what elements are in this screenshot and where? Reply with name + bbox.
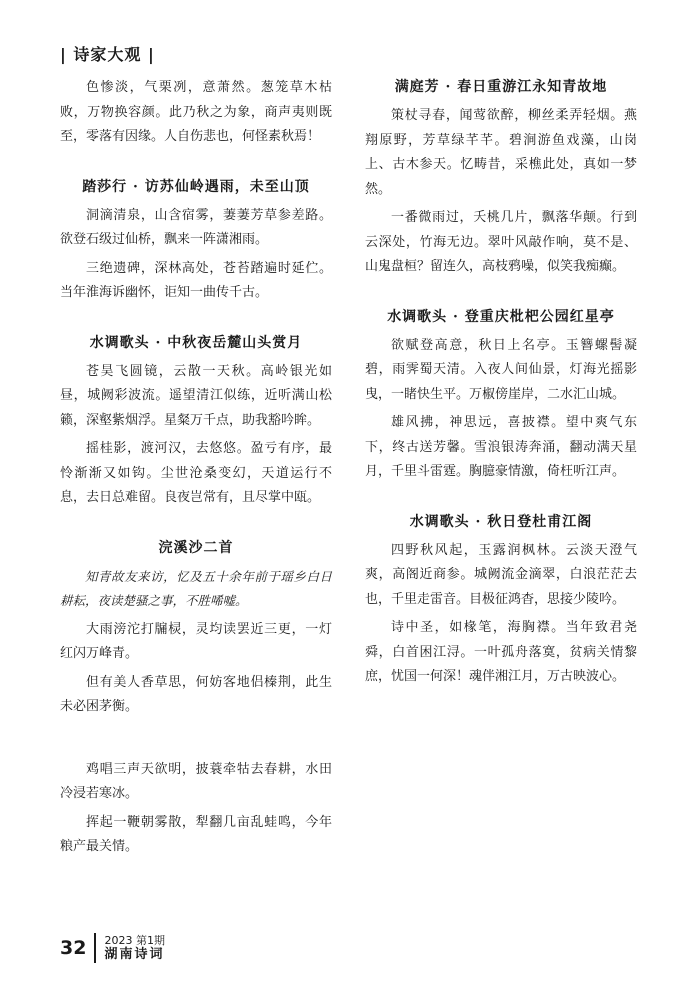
poem-title: 满庭芳 · 春日重游江永知青故地 <box>394 79 608 95</box>
poem-title: 水调歌头 · 登重庆枇杷公园红星亭 <box>387 308 615 325</box>
poem-paragraph: 策杖寻春，闻莺欲醉，柳丝柔弄轻烟。燕翔原野，芳草绿芊芊。碧涧游鱼戏藻，山岗上、古木参天。忆畴昔，采樵此处，真如一梦然。 <box>365 108 637 197</box>
poem-paragraph: 欲赋登高意，秋日上名亭。玉簪螺髻凝碧，雨霁蜀天清。入夜人间仙景，灯海光摇影曳，一睹快生平。万椒傍崖岸，二水汇山城。 <box>365 337 637 402</box>
poem-title: 水调歌头 · 中秋夜岳麓山头赏月 <box>89 334 303 351</box>
poem-shuidiao-chongqing <box>365 306 637 485</box>
left-column <box>60 76 332 886</box>
poem-paragraph: 四野秋风起，玉露润枫林。云淡天澄气爽，高阁近商参。城阙流金滴翠，白浪茫茫去也，千里走雷音。目极征鸿杳，思接少陵吟。 <box>365 542 637 607</box>
poem-title: 水调歌头 · 秋日登杜甫江阁 <box>409 513 593 530</box>
poem-shuidiao-zhongqiu <box>60 332 332 511</box>
poem-paragraph: 洞滴清泉，山含宿雾，萋萋芳草参差路。欲登石级过仙桥，飘来一阵潇湘雨。 <box>60 207 332 247</box>
poem-paragraph: 挥起一鞭朝雾散，犁翻几亩乱蛙鸣，今年粮产最关情。 <box>60 814 332 854</box>
poem-divider-space <box>60 724 332 758</box>
issue-label: 2023 第1期 <box>104 934 165 947</box>
poem-mantingfang <box>365 76 637 280</box>
poem-title: 踏莎行 · 访苏仙岭遇雨，未至山顶 <box>82 178 310 195</box>
poem-paragraph: 鸡唱三声天欲明，披蓑牵牯去春耕，水田冷浸若寒冰。 <box>60 761 332 801</box>
footer-info <box>104 934 165 962</box>
poem-paragraph: 但有美人香草思，何妨客地侣榛荆，此生未必困茅衡。 <box>60 674 332 714</box>
magazine-name: 湖南诗词 <box>104 947 165 962</box>
poem-paragraph: 一番微雨过，夭桃几片，飘落华颠。行到云深处，竹海无边。翠叶风敲作响，莫不是、山鬼盘桓？留连久，高枝鸦噪，似笑我痴癫。 <box>365 210 637 274</box>
right-column <box>365 76 637 716</box>
poem-paragraph: 大雨滂沱打牖棂，灵均读罢近三更，一灯红闪万峰青。 <box>60 621 332 661</box>
poem-preface: 知青故友来访，忆及五十余年前于瑶乡白日耕耘，夜读楚骚之事，不胜唏嘘。 <box>60 568 332 608</box>
poem-paragraph: 三绝遗碑，深林高处，苍苔踏遍时延伫。当年淮海诉幽怀，讵知一曲传千古。 <box>60 260 332 300</box>
section-header: | 诗家大观 | <box>60 45 155 64</box>
poem-paragraph: 诗中圣，如椽笔，海胸襟。当年致君尧舜，白首困江浔。一叶孤舟落寞，贫病关情黎庶，忧国一何深！魂伴湘江月，万古映波心。 <box>365 620 637 684</box>
poem-title: 浣溪沙二首 <box>158 539 234 556</box>
poem-tasuoxing <box>60 176 332 306</box>
poem-continuation <box>60 76 332 150</box>
poem-paragraph: 摇桂影，渡河汉，去悠悠。盈亏有序，最怜渐渐又如钩。尘世沧桑变幻，天道运行不息，去日总难留。良夜岂常有，且尽掌中瓯。 <box>60 441 332 505</box>
page-footer <box>60 930 165 966</box>
poem-paragraph: 苍昊飞圆镜，云散一天秋。高岭银光如昼，城阙彩波流。遥望清江似练，近听满山松籁，深壑紫烟浮。星粲万千点，助我豁吟眸。 <box>60 363 332 428</box>
poem-huanxisha <box>60 537 332 860</box>
poem-paragraph: 雄风拂，神思远，喜披襟。望中爽气东下，终古送芳馨。雪浪银涛奔涌，翻动满天星月，千里斗雷霆。胸臆豪情激，倚枉听江声。 <box>365 415 637 479</box>
footer-divider <box>94 933 96 963</box>
page-number: 32 <box>60 937 87 959</box>
poem-shuidiao-dufu <box>365 511 637 690</box>
poem-paragraph: 色惨淡，气栗冽，意萧然。葱笼草木枯败，万物换容颜。此乃秋之为象，商声夷则既至，零落有因缘。人自伤悲也，何怪素秋焉！ <box>60 80 332 144</box>
